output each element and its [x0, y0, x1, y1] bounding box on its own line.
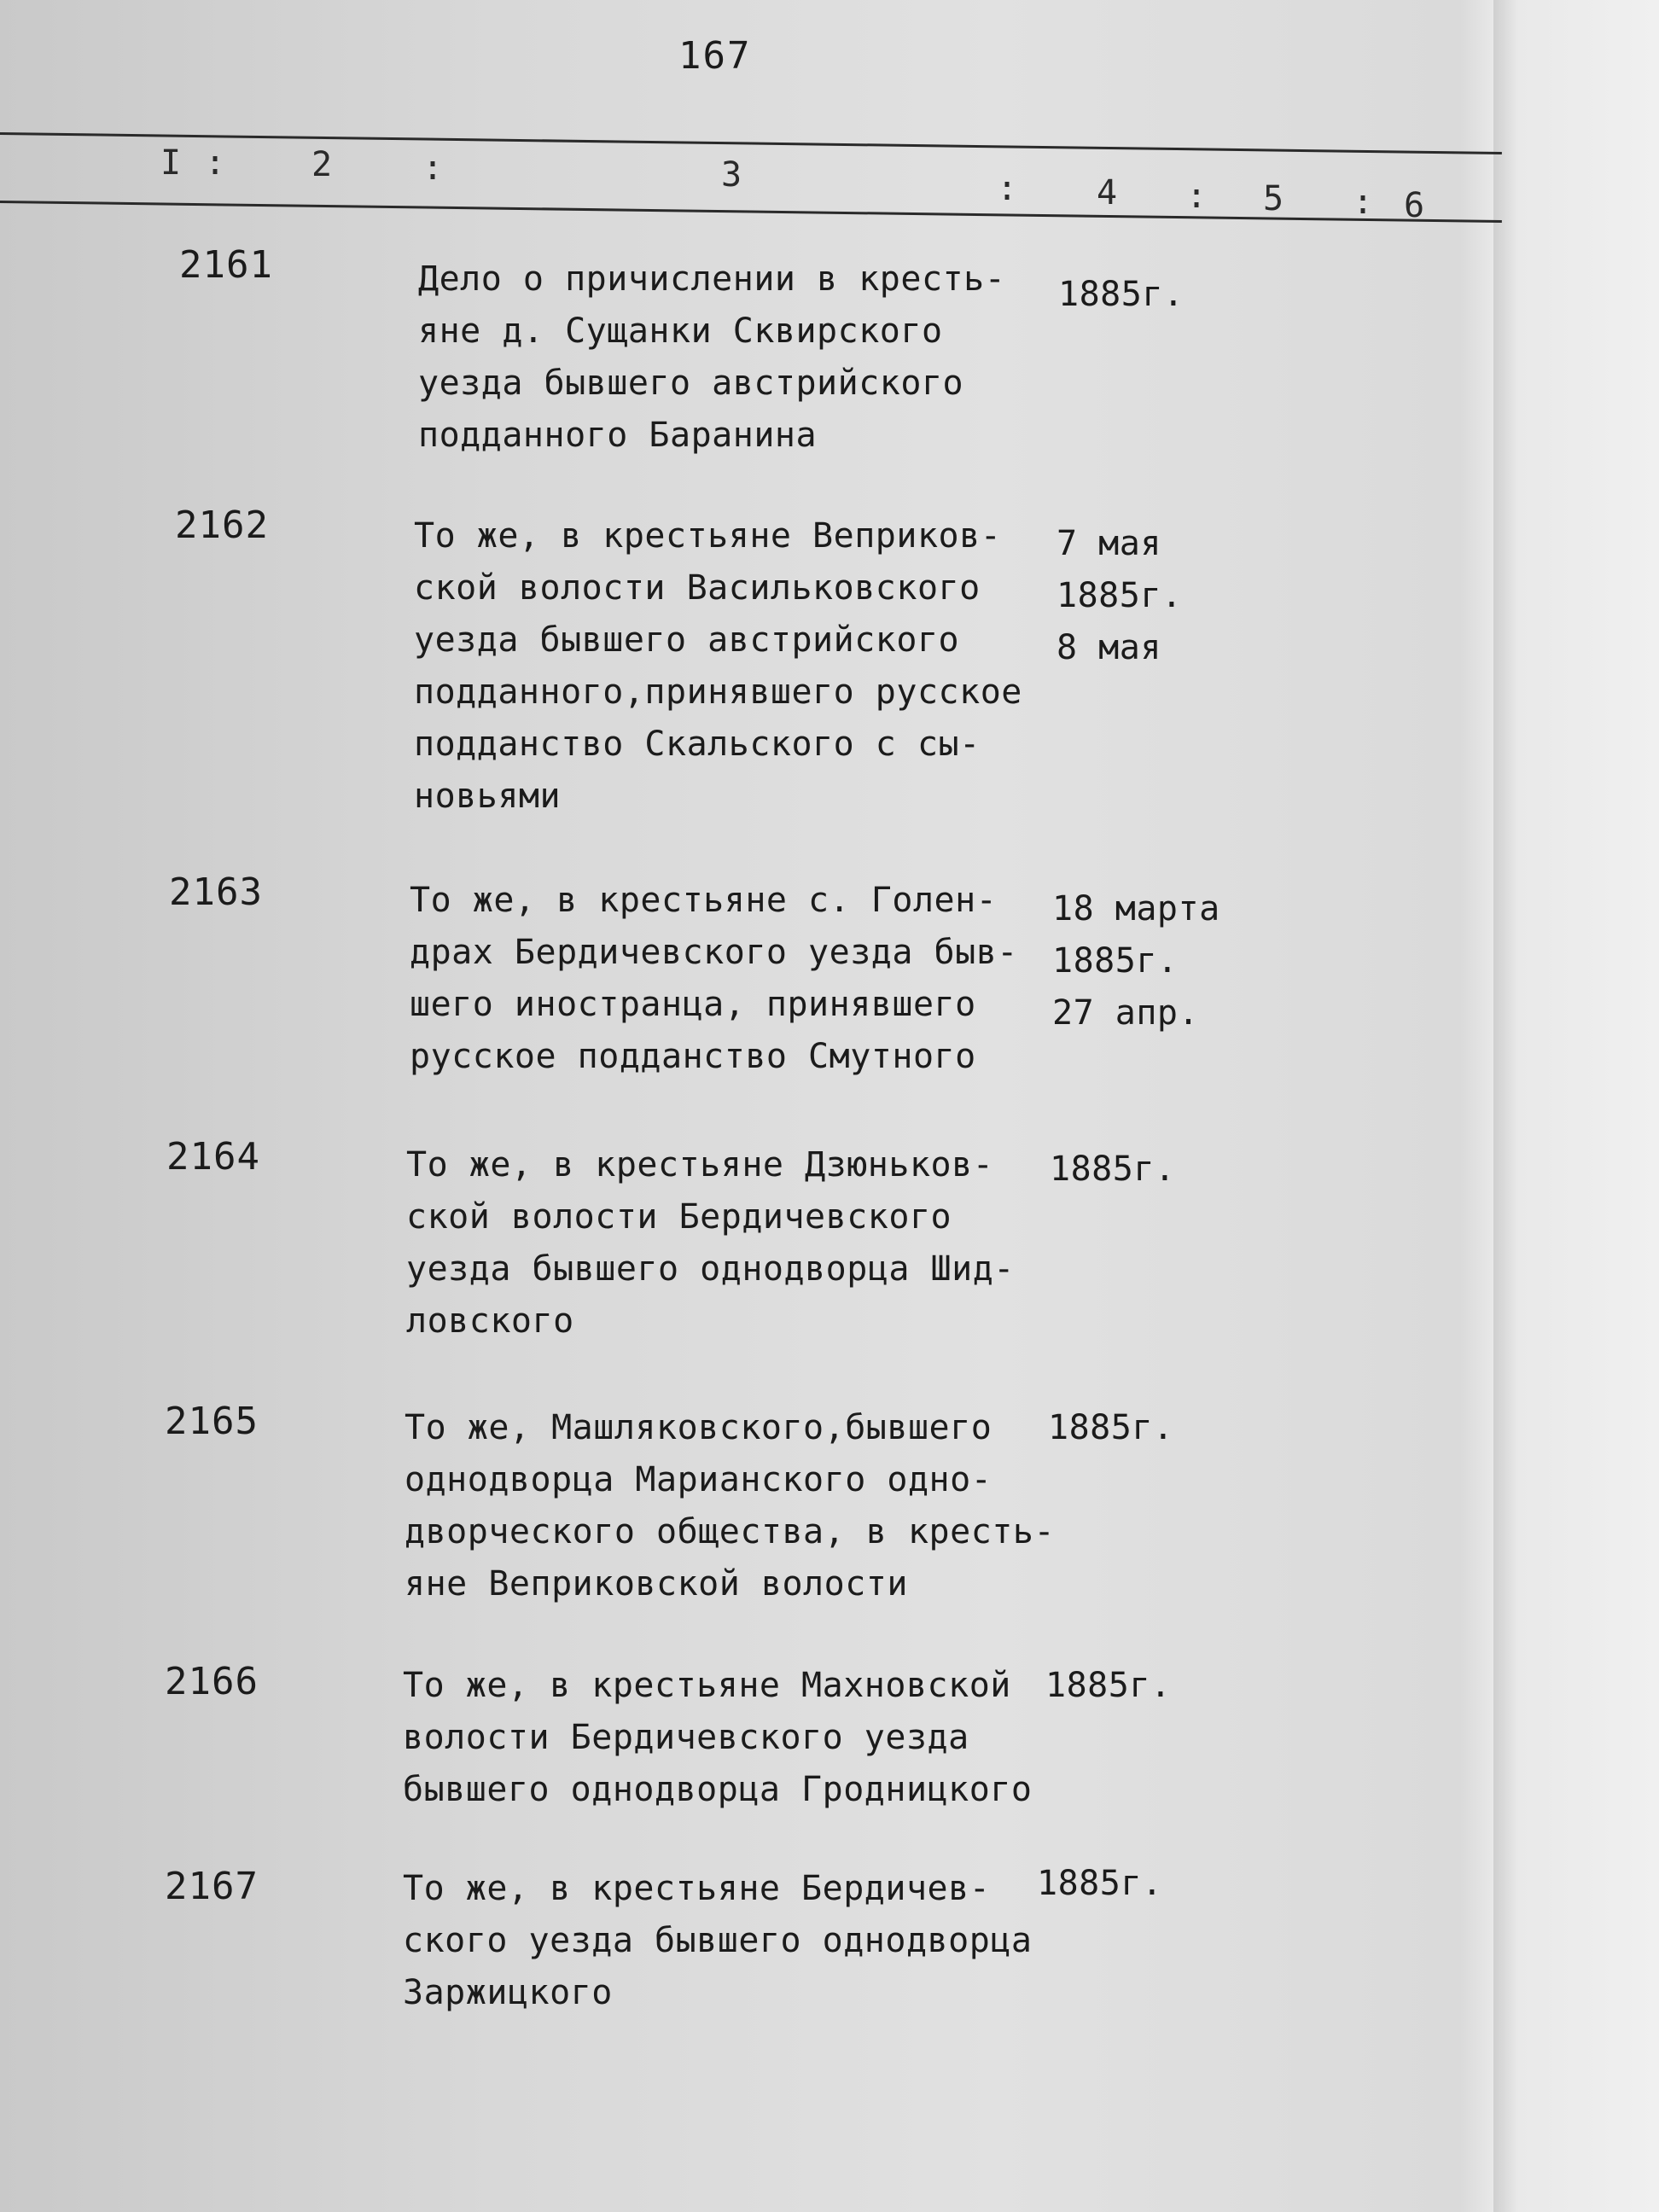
entry-date: 1885г. [1037, 1864, 1163, 1903]
column-separator: : [205, 143, 226, 183]
entry-number: 2167 [165, 1865, 259, 1908]
page-edge [1493, 0, 1659, 2212]
entry-number: 2165 [165, 1400, 259, 1443]
column-header: I [160, 143, 182, 183]
entry-date: 7 мая 1885г. 8 мая [1057, 524, 1183, 667]
entry-description: То же, Машляковского,бывшего однодворца Марианского одно- дворческого общества, в кресть- яне Веприковской волости [405, 1408, 1056, 1604]
column-header: 5 [1263, 179, 1284, 218]
column-separator: : [1353, 183, 1374, 222]
entry-date: 1885г. [1045, 1666, 1172, 1705]
column-header: 4 [1097, 173, 1118, 212]
entry-description: Дело о причислении в кресть- яне д. Сущанки Сквирского уезда бывшего австрийского подданного Баранина [418, 259, 1006, 455]
entry-description: То же, в крестьяне Дзюньков- ской волости Бердичевского уезда бывшего однодворца Шид- ловского [406, 1145, 1015, 1341]
column-header: 3 [721, 155, 742, 195]
page-number: 167 [678, 34, 752, 78]
entry-date: 1885г. [1048, 1408, 1174, 1447]
column-header: 2 [311, 145, 333, 184]
entry-date: 18 марта 1885г. 27 апр. [1052, 889, 1220, 1033]
column-separator: : [1186, 177, 1208, 216]
column-separator: : [997, 169, 1018, 208]
column-header: 6 [1404, 186, 1425, 225]
column-separator: : [422, 148, 444, 188]
entry-number: 2164 [166, 1135, 260, 1179]
entry-description: То же, в крестьяне Бердичев- ского уезда бывшего однодворца Заржицкого [403, 1869, 1033, 2012]
entry-number: 2162 [175, 504, 269, 547]
entry-number: 2163 [169, 870, 263, 914]
entry-number: 2161 [179, 243, 273, 287]
entry-description: То же, в крестьяне с. Голен- драх Бердичевского уезда быв- шего иностранца, принявшего русское подданство Смутного [410, 881, 1018, 1076]
entry-date: 1885г. [1050, 1150, 1176, 1189]
entry-description: То же, в крестьяне Махновской волости Бердичевского уезда бывшего однодворца Гродницкого [403, 1666, 1033, 1809]
entry-description: То же, в крестьяне Веприков- ской волости Васильковского уезда бывшего австрийского подданного,принявшего русское подданство Скальского с сы- новьями [414, 516, 1022, 816]
entry-date: 1885г. [1058, 275, 1185, 314]
entry-number: 2166 [165, 1660, 259, 1703]
